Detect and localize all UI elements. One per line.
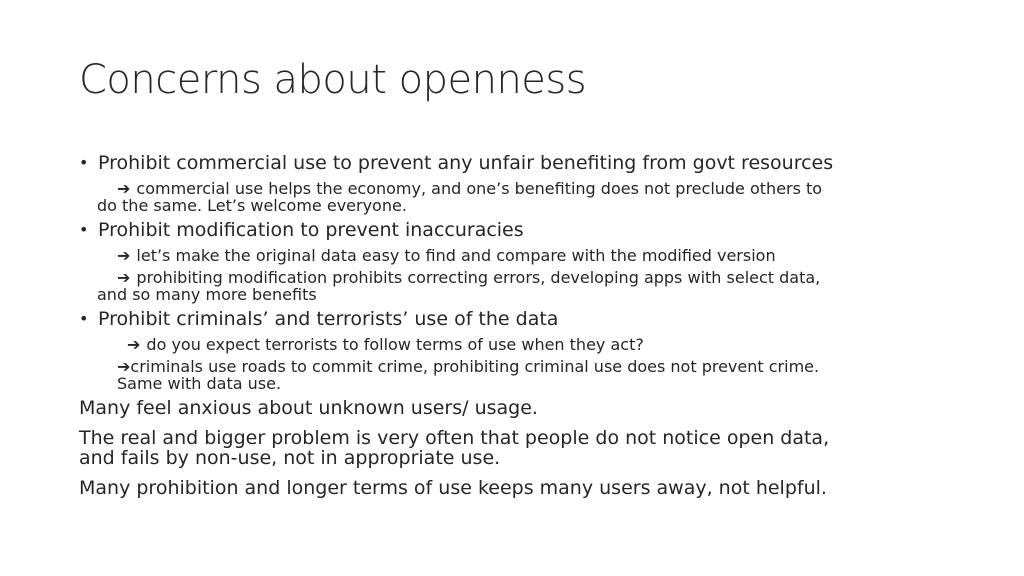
slide-body [79,150,999,498]
arrow-icon: ➔ [117,268,131,287]
sub-point-text: criminals use roads to commit crime, prohibiting criminal use does not prevent crime. [130,357,820,376]
sub-point-text-continued: do the same. Let’s welcome everyone. [97,196,407,215]
sub-point-text: do you expect terrorists to follow terms of use when they act? [146,335,644,354]
bullet-dot: • [79,309,89,328]
sub-point-text-continued: and so many more benefits [97,285,317,304]
paragraph-non-use-problem [79,428,999,468]
sub-point [117,358,999,392]
paragraph-text: Many feel anxious about unknown users/ usage. [79,397,538,419]
sub-point-text-continued: Same with data use. [117,374,282,393]
arrow-icon: ➔ [127,335,141,354]
sub-point [117,247,999,264]
sub-point-text: commercial use helps the economy, and one’s benefiting does not preclude others to [136,179,823,198]
paragraph-anxious-users [79,398,999,418]
arrow-icon: ➔ [117,179,131,198]
bullet-modification [79,218,999,242]
sub-point-text: let’s make the original data easy to find and compare with the modified version [136,246,776,265]
slide-title: Concerns about openness [79,57,587,103]
sub-point [97,179,999,215]
bullet-criminal-use [79,307,999,331]
paragraph-prohibition-not-helpful [79,478,999,498]
paragraph-text: The real and bigger problem is very often that people do not notice open data, [79,427,830,449]
sub-point-text: prohibiting modification prohibits correcting errors, developing apps with select data, [136,268,821,287]
bullet-text: Prohibit commercial use to prevent any unfair benefiting from govt resources [98,152,834,174]
sub-point [127,336,999,353]
bullet-text: Prohibit criminals’ and terrorists’ use of the data [98,308,559,330]
paragraph-text: Many prohibition and longer terms of use keeps many users away, not helpful. [79,477,827,499]
sub-point [97,268,999,304]
bullet-dot: • [79,220,89,239]
bullet-dot: • [79,153,89,172]
arrow-icon: ➔ [117,357,131,376]
paragraph-text-continued: and fails by non-use, not in appropriate use. [79,447,501,469]
bullet-text: Prohibit modification to prevent inaccuracies [98,219,524,241]
arrow-icon: ➔ [117,246,131,265]
bullet-commercial-use [79,151,999,175]
